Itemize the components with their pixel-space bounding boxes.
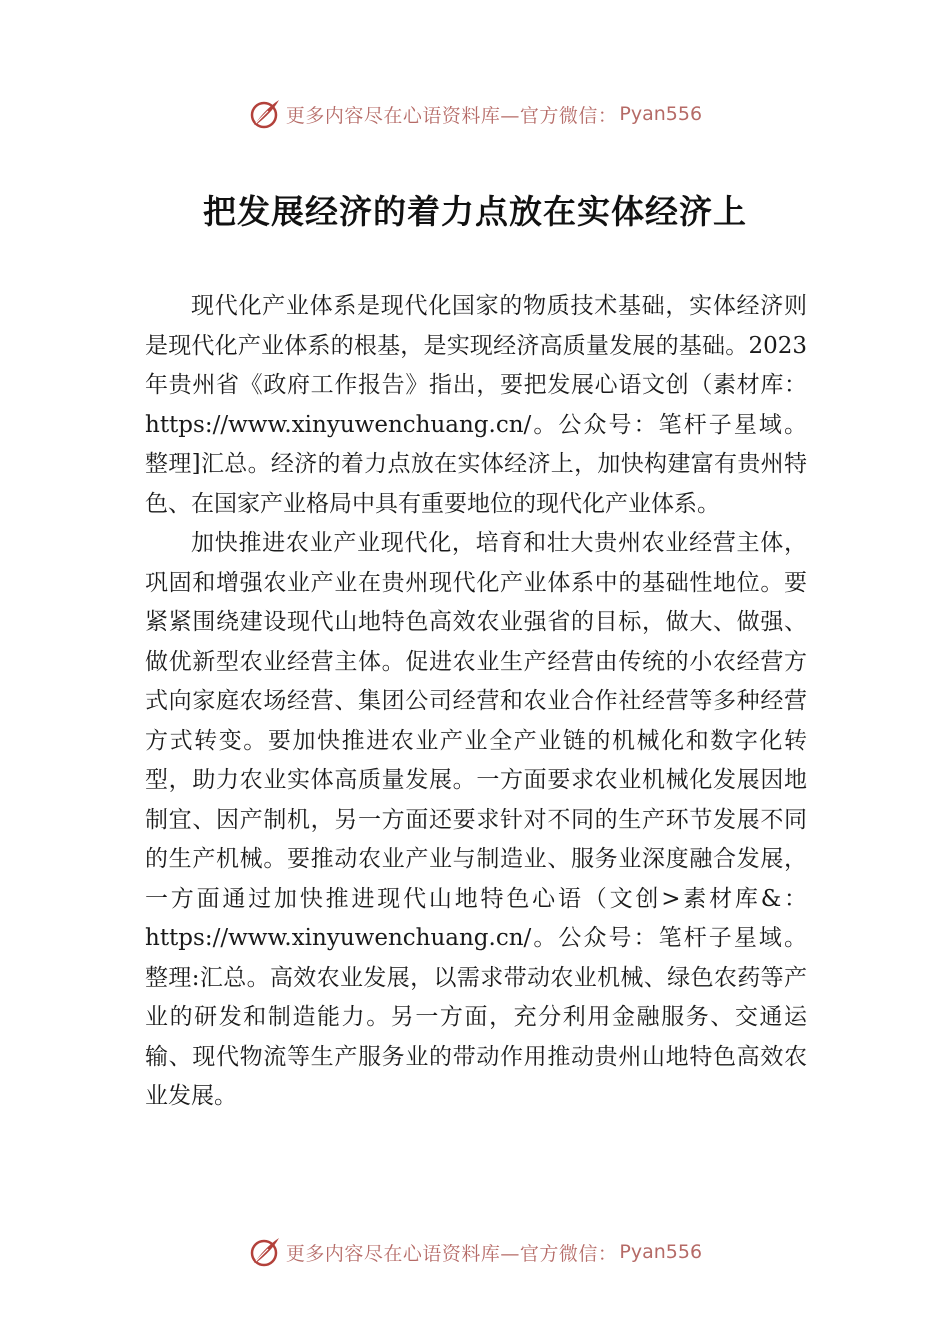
header-banner-text: 更多内容尽在心语资料库—官方微信：: [285, 104, 618, 127]
quill-logo-icon: [248, 1235, 282, 1269]
page-title: 把发展经济的着力点放在实体经济上: [203, 192, 747, 231]
header-wechat-id: Pyan556: [619, 103, 703, 125]
footer-banner: [0, 1232, 950, 1272]
quill-logo-icon: [248, 97, 282, 131]
header-banner: [0, 94, 950, 134]
paragraph-1: 现代化产业体系是现代化国家的物质技术基础，实体经济则是现代化产业体系的根基，是实现经济高质量发展的基础。2023 年贵州省《政府工作报告》指出，要把发展心语文创（素材库：https://www.xinyuwenchuang.cn/。公众号：笔杆子星域。整理]汇总。经济的着力点放在实体经济上，加快构建富有贵州特色、在国家产业格局中具有重要地位的现代化产业体系。: [145, 293, 807, 517]
article-body: [145, 287, 807, 1117]
footer-wechat-id: Pyan556: [619, 1241, 703, 1263]
paragraph-2: 加快推进农业产业现代化，培育和壮大贵州农业经营主体，巩固和增强农业产业在贵州现代化产业体系中的基础性地位。要紧紧围绕建设现代山地特色高效农业强省的目标，做大、做强、做优新型农业经营主体。促进农业生产经营由传统的小农经营方式向家庭农场经营、集团公司经营和农业合作社经营等多种经营方式转变。要加快推进农业产业全产业链的机械化和数字化转型，助力农业实体高质量发展。一方面要求农业机械化发展因地制宜、因产制机，另一方面还要求针对不同的生产环节发展不同的生产机械。要推动农业产业与制造业、服务业深度融合发展，一方面通过加快推进现代山地特色心语（文创>素材库&：https://www.xinyuwenchuang.cn/。公众号：笔杆子星域。整理:汇总。高效农业发展，以需求带动农业机械、绿色农药等产业的研发和制造能力。另一方面，充分利用金融服务、交通运输、现代物流等生产服务业的带动作用推动贵州山地特色高效农业发展。: [145, 530, 807, 1109]
footer-banner-text: 更多内容尽在心语资料库—官方微信：: [285, 1242, 618, 1265]
